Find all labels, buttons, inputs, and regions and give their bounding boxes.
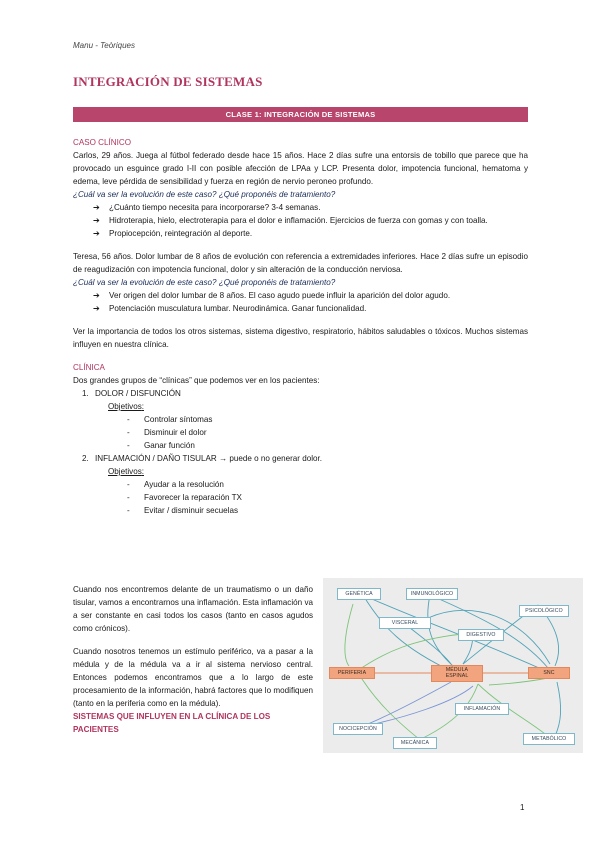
node-psicologico: PSICOLÓGICO — [519, 605, 569, 617]
connector — [345, 604, 353, 666]
arrow-icon: ➔ — [93, 229, 100, 238]
list-item-text: Ganar función — [144, 441, 195, 450]
list-item — [93, 227, 528, 240]
node-medula-line1: MÉDULA — [445, 667, 469, 673]
lower-text-block — [73, 583, 313, 736]
spacer — [73, 351, 528, 361]
heading-caso-clinico: CASO CLÍNICO — [73, 138, 132, 147]
group-title: INFLAMACIÓN / DAÑO TISULAR → puede o no generar dolor. — [95, 454, 323, 463]
main-content — [73, 136, 528, 517]
node-digestivo: DIGESTIVO — [458, 629, 504, 641]
case2-list — [73, 289, 528, 315]
node-inflamacion: INFLAMACIÓN — [455, 703, 509, 715]
case2-text: Teresa, 56 años. Dolor lumbar de 8 años de evolución con referencia a extremidades inferiores. Hace 2 días sufre un episodio de reagudización con impotencia funcional, dolor y sin alteración de la conducción nerviosa. — [73, 252, 528, 274]
list-item-text: Hidroterapia, hielo, electroterapia para el dolor e inflamación. Ejercicios de fuerza con gomas y con toalla. — [109, 216, 488, 225]
list-item — [93, 214, 528, 227]
node-periferia: PERIFERIA — [329, 667, 375, 679]
clinica-groups — [73, 387, 528, 517]
dash-icon: - — [127, 428, 130, 437]
connector — [489, 678, 548, 685]
objectives-label: Objetivos: — [108, 467, 144, 476]
connector — [363, 595, 453, 672]
list-item-text: Disminuir el dolor — [144, 428, 207, 437]
header-note: Manu - Teòriques — [73, 41, 135, 50]
dash-icon: - — [127, 506, 130, 515]
stimulus-paragraph: Cuando nosotros tenemos un estímulo periférico, va a pasar a la médula y de la médula va a ir al sistema nervioso central. Entonces podemos encontramos que a lo largo de este procesamiento de la información, habrá factores que lo modifiquen (tanto en la periferia como en la médula). — [73, 647, 313, 708]
list-item — [93, 201, 528, 214]
connector — [555, 682, 561, 736]
group-title: DOLOR / DISFUNCIÓN — [95, 389, 181, 398]
list-item — [127, 426, 528, 439]
node-medula-line2: ESPINAL — [445, 673, 469, 679]
summary-text: Ver la importancia de todos los otros sistemas, sistema digestivo, respiratorio, hábitos saludables o tóxicos. Muchos sistemas influyen en nuestra clínica. — [73, 327, 528, 349]
node-inmunologico: INMUNOLÓGICO — [406, 588, 458, 600]
list-item-text: Ayudar a la resolución — [144, 480, 224, 489]
group-item-inflamacion — [91, 452, 528, 517]
node-mecanica: MECÁNICA — [393, 737, 437, 749]
list-item — [127, 504, 528, 517]
objectives-list — [91, 478, 528, 517]
objectives-list — [91, 413, 528, 452]
heading-clinica: CLÍNICA — [73, 363, 105, 372]
page-title: INTEGRACIÓN DE SISTEMAS — [73, 74, 263, 89]
systems-heading: SISTEMAS QUE INFLUYEN EN LA CLÍNICA DE LOS PACIENTES — [73, 712, 271, 734]
list-item — [127, 439, 528, 452]
dash-icon: - — [127, 441, 130, 450]
list-item-text: Controlar síntomas — [144, 415, 213, 424]
dash-icon: - — [127, 415, 130, 424]
node-metabolico: METABÓLICO — [523, 733, 575, 745]
case1-text: Carlos, 29 años. Juega al fútbol federado desde hace 15 años. Hace 2 días sufre una entorsis de tobillo que parece que ha provocado un esguince grado I-II con posible afección de LPAa y LCP. Presenta dolor, impotencia funcional, hematoma y edema, leve pérdida de sensibilidad y fuerza en región de nervio peroneo profundo. — [73, 151, 528, 186]
page-number: 1 — [520, 803, 525, 812]
arrow-icon: ➔ — [93, 304, 100, 313]
dash-icon: - — [127, 493, 130, 502]
case2-question: ¿Cuál va ser la evolución de este caso? ¿Qué proponéis de tratamiento? — [73, 278, 336, 287]
node-nocicepcion: NOCICEPCIÓN — [333, 723, 383, 735]
inflammation-paragraph: Cuando nos encontremos delante de un traumatismo o un daño tisular, vamos a encontrarnos una inflamación. Esta inflamación va a ser constante en casi todos los casos (tanto en casos agudos como crónicos). — [73, 585, 313, 633]
node-visceral: VISCERAL — [379, 617, 431, 629]
list-item — [127, 491, 528, 504]
class-banner: CLASE 1: INTEGRACIÓN DE SISTEMAS — [73, 107, 528, 122]
spacer — [73, 315, 528, 325]
node-genetica: GENÉTICA — [337, 588, 381, 600]
list-item-text: Ver origen del dolor lumbar de 8 años. El caso agudo puede influir la aparición del dolor agudo. — [109, 291, 451, 300]
objectives-label: Objetivos: — [108, 402, 144, 411]
connector — [363, 682, 451, 726]
arrow-icon: ➔ — [93, 216, 100, 225]
spacer — [73, 240, 528, 250]
list-item-text: Favorecer la reparación TX — [144, 493, 242, 502]
list-item — [127, 478, 528, 491]
list-item — [93, 302, 528, 315]
case1-question: ¿Cuál va ser la evolución de este caso? ¿Qué proponéis de tratamiento? — [73, 190, 336, 199]
node-snc: SNC — [528, 667, 570, 679]
objectives-label-text: Objetivos — [108, 402, 142, 411]
clinica-intro: Dos grandes grupos de “clínicas” que podemos ver en los pacientes: — [73, 376, 320, 385]
list-item-text: ¿Cuánto tiempo necesita para incorporarse? 3-4 semanas. — [109, 203, 321, 212]
list-item — [127, 413, 528, 426]
node-medula — [431, 665, 483, 682]
list-item-text: Propiocepción, reintegración al deporte. — [109, 229, 253, 238]
list-item — [93, 289, 528, 302]
dash-icon: - — [127, 480, 130, 489]
list-item-text: Evitar / disminuir secuelas — [144, 506, 239, 515]
systems-diagram — [323, 578, 583, 753]
case1-list — [73, 201, 528, 240]
arrow-icon: ➔ — [93, 291, 100, 300]
arrow-icon: ➔ — [93, 203, 100, 212]
objectives-label-text: Objetivos — [108, 467, 142, 476]
group-item-dolor — [91, 387, 528, 452]
spacer — [73, 635, 313, 645]
list-item-text: Potenciación musculatura lumbar. Neurodinámica. Ganar funcionalidad. — [109, 304, 367, 313]
